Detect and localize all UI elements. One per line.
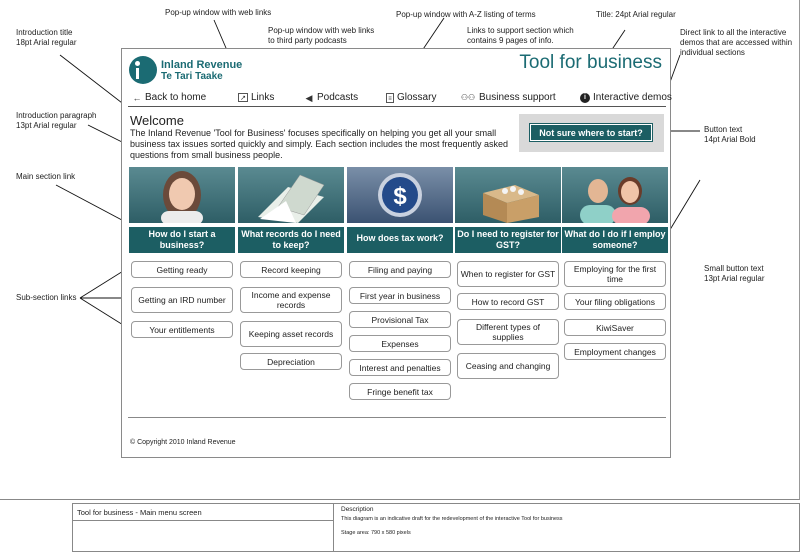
annotation-glossary-popup: Pop-up window with A-Z listing of terms (396, 10, 536, 19)
stage-area: Stage area: 790 x 580 pixels (341, 530, 411, 536)
sub-link-fringe-benefit[interactable]: Fringe benefit tax (349, 383, 451, 400)
not-sure-button[interactable]: Not sure where to start? (530, 124, 652, 141)
intro-paragraph: The Inland Revenue 'Tool for Business' focuses specifically on helping you get all your small business tax issues sorted quickly and simply. Each section includes the most frequently asked questions from small business people. (130, 128, 509, 160)
inland-revenue-logo[interactable] (129, 56, 243, 86)
annotation-main-section: Main section link (16, 172, 76, 181)
sub-link-supply-types[interactable]: Different types of supplies (457, 319, 559, 345)
megaphone-icon: ◀ (305, 92, 313, 103)
section-image-box (455, 167, 561, 223)
sub-link-income-expense[interactable]: Income and expense records (240, 287, 342, 313)
annotation-support-links: Links to support section which contains 9 pages of info. (467, 26, 574, 45)
screen-name: Tool for business - Main menu screen (73, 504, 334, 521)
sub-link-provisional-tax[interactable]: Provisional Tax (349, 311, 451, 328)
section-image-dollar (347, 167, 453, 223)
title-block-name-cell (73, 504, 334, 551)
sub-link-employing-first[interactable]: Employing for the first time (564, 261, 666, 287)
section-button-start-business[interactable]: How do I start a business? (129, 227, 235, 253)
sub-link-ird-number[interactable]: Getting an IRD number (131, 287, 233, 313)
intro-heading: Welcome (130, 113, 184, 128)
arrow-left-icon: ← (132, 92, 142, 103)
sub-link-asset-records[interactable]: Keeping asset records (240, 321, 342, 347)
receipts-folder-icon (238, 167, 344, 223)
section-image-people (562, 167, 668, 223)
nav-podcasts[interactable] (304, 92, 358, 103)
open-box-icon (455, 167, 561, 223)
nav-label: Glossary (397, 92, 437, 103)
nav-business-support[interactable] (460, 92, 556, 103)
annotation-demos-link: Direct link to all the interactive demos that are accessed within individual sections (680, 28, 793, 57)
top-nav (128, 89, 672, 107)
people-icon: ⚇⚇ (460, 92, 476, 102)
woman-portrait-icon (129, 167, 235, 223)
section-image-woman (129, 167, 235, 223)
sub-link-expenses[interactable]: Expenses (349, 335, 451, 352)
footer-divider (128, 417, 666, 418)
logo-text-line1: Inland Revenue (161, 59, 243, 71)
sub-link-interest-penalties[interactable]: Interest and penalties (349, 359, 451, 376)
annotation-intro-title: Introduction title 18pt Arial regular (16, 28, 77, 47)
sub-link-kiwisaver[interactable]: KiwiSaver (564, 319, 666, 336)
nav-glossary[interactable] (386, 92, 436, 103)
sub-link-record-gst[interactable]: How to record GST (457, 293, 559, 310)
nav-label: Interactive demos (593, 92, 672, 103)
annotation-podcasts-popup: Pop-up window with web links to third party podcasts (268, 26, 375, 45)
sub-link-getting-ready[interactable]: Getting ready (131, 261, 233, 278)
annotation-button-text: Button text 14pt Arial Bold (704, 125, 756, 144)
annotation-title-font: Title: 24pt Arial regular (596, 10, 676, 19)
info-icon: i (580, 93, 590, 103)
nav-interactive-demos[interactable] (580, 92, 672, 103)
sub-link-record-keeping[interactable]: Record keeping (240, 261, 342, 278)
nav-label: Back to home (145, 92, 207, 103)
sub-link-entitlements[interactable]: Your entitlements (131, 321, 233, 338)
app-screen (121, 48, 671, 458)
section-image-receipts (238, 167, 344, 223)
nav-label: Links (251, 92, 275, 103)
annotation-sub-section: Sub-section links (16, 293, 77, 302)
sub-link-filing-paying[interactable]: Filing and paying (349, 261, 451, 278)
sub-link-ceasing-changing[interactable]: Ceasing and changing (457, 353, 559, 379)
nav-links[interactable] (238, 92, 274, 103)
description-text: This diagram is an indicative draft for the redevelopment of the interactive Tool for business (341, 516, 563, 522)
description-label: Description (341, 506, 374, 513)
sub-link-filing-obligations[interactable]: Your filing obligations (564, 293, 666, 310)
nav-label: Podcasts (317, 92, 359, 103)
annotation-small-button: Small button text 13pt Arial regular (704, 264, 765, 283)
links-icon: ↗ (238, 93, 248, 102)
sub-link-first-year[interactable]: First year in business (349, 287, 451, 304)
section-button-employ[interactable]: What do I do if I employ someone? (562, 227, 668, 253)
logo-text-line2: Te Tari Taake (161, 71, 223, 82)
dollar-coin-icon (347, 167, 453, 223)
annotation-intro-paragraph: Introduction paragraph 13pt Arial regular (16, 111, 97, 130)
sub-link-depreciation[interactable]: Depreciation (240, 353, 342, 370)
title-block (72, 503, 800, 552)
section-button-tax[interactable]: How does tax work? (347, 227, 453, 253)
svg-text:$: $ (393, 183, 407, 210)
app-title: Tool for business (519, 52, 662, 73)
annotation-links-popup: Pop-up window with web links (165, 8, 272, 17)
nav-back-to-home[interactable] (132, 92, 206, 103)
sub-link-employment-changes[interactable]: Employment changes (564, 343, 666, 360)
nav-label: Business support (479, 92, 556, 103)
logo-mark-icon (129, 56, 157, 84)
cta-panel (519, 114, 664, 152)
section-button-gst[interactable]: Do I need to register for GST? (455, 227, 561, 253)
document-icon: ≡ (386, 93, 394, 103)
copyright: © Copyright 2010 Inland Revenue (130, 439, 236, 446)
section-button-records[interactable]: What records do I need to keep? (238, 227, 344, 253)
two-people-icon (562, 167, 668, 223)
sub-link-when-register[interactable]: When to register for GST (457, 261, 559, 287)
